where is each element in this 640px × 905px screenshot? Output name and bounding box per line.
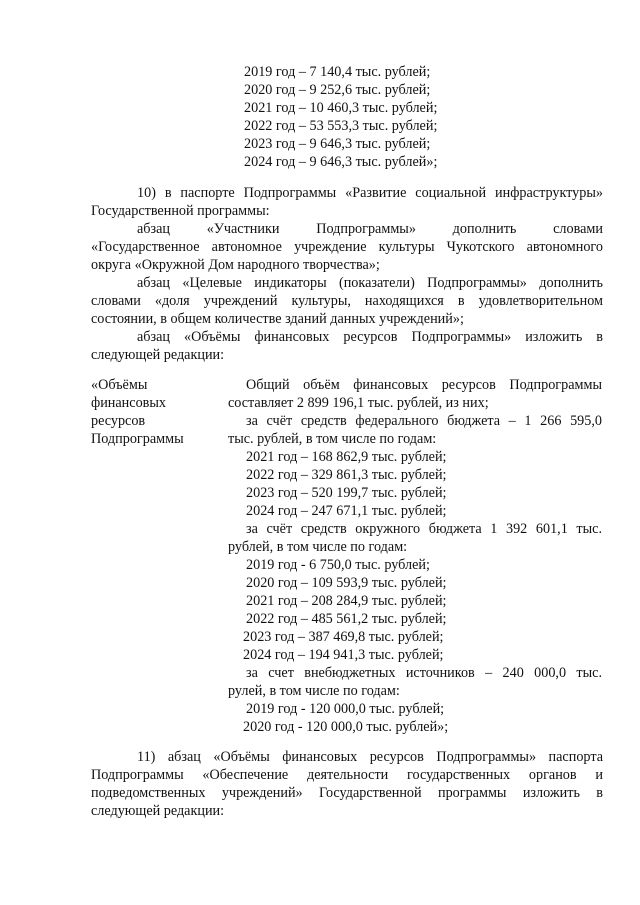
top-list-item: 2024 год – 9 646,3 тыс. рублей»; (244, 154, 438, 170)
table-fed-year: 2022 год – 329 861,3 тыс. рублей; (246, 467, 447, 483)
table-okr-year: 2024 год – 194 941,3 тыс. рублей; (243, 647, 444, 663)
table-left-label: финансовых (91, 395, 166, 411)
item10-abz2-line: состоянии, в общем количестве зданий данных учреждений»; (91, 311, 464, 327)
table-total-line: составляет 2 899 196,1 тыс. рублей, из них; (228, 395, 489, 411)
item11-line: Подпрограммы «Обеспечение деятельности государственных органов и (91, 767, 603, 783)
top-list-item: 2023 год – 9 646,3 тыс. рублей; (244, 136, 431, 152)
item10-abz2-line: абзац «Целевые индикаторы (показатели) Подпрограммы» дополнить (137, 275, 603, 291)
table-okr-year: 2020 год – 109 593,9 тыс. рублей; (246, 575, 447, 591)
table-okr-year: 2022 год – 485 561,2 тыс. рублей; (246, 611, 447, 627)
table-total-line: Общий объём финансовых ресурсов Подпрограммы (246, 377, 602, 393)
top-list-item: 2021 год – 10 460,3 тыс. рублей; (244, 100, 438, 116)
table-vneb-line: за счет внебюджетных источников – 240 000,0 тыс. (246, 665, 602, 681)
item11-line: 11) абзац «Объёмы финансовых ресурсов Подпрограммы» паспорта (137, 749, 603, 765)
top-list-item: 2022 год – 53 553,3 тыс. рублей; (244, 118, 438, 134)
table-vneb-year: 2019 год - 120 000,0 тыс. рублей; (246, 701, 445, 717)
table-okr-year: 2019 год - 6 750,0 тыс. рублей; (246, 557, 430, 573)
item10-abz1-line: «Государственное автономное учреждение культуры Чукотского автономного (91, 239, 603, 255)
top-list-item: 2020 год – 9 252,6 тыс. рублей; (244, 82, 431, 98)
table-okr-line: за счёт средств окружного бюджета 1 392 601,1 тыс. (246, 521, 602, 537)
table-okr-year: 2021 год – 208 284,9 тыс. рублей; (246, 593, 447, 609)
item11-line: подведомственных учреждений» Государственной программы изложить в (91, 785, 603, 801)
table-okr-line: рублей, в том числе по годам: (228, 539, 408, 555)
table-left-label: ресурсов (91, 413, 146, 429)
table-fed-year: 2023 год – 520 199,7 тыс. рублей; (246, 485, 447, 501)
item10-line: 10) в паспорте Подпрограммы «Развитие социальной инфраструктуры» (137, 185, 603, 201)
item11-line: следующей редакции: (91, 803, 225, 819)
item10-abz1-line: абзац «Участники Подпрограммы» дополнить словами (137, 221, 603, 237)
table-vneb-year: 2020 год - 120 000,0 тыс. рублей»; (243, 719, 449, 735)
table-fed-line: за счёт средств федерального бюджета – 1 266 595,0 (246, 413, 602, 429)
table-fed-year: 2024 год – 247 671,1 тыс. рублей; (246, 503, 447, 519)
table-left-label: Подпрограммы (91, 431, 184, 447)
item10-abz3-line: следующей редакции: (91, 347, 225, 363)
top-list-item: 2019 год – 7 140,4 тыс. рублей; (244, 64, 431, 80)
table-okr-year: 2023 год – 387 469,8 тыс. рублей; (243, 629, 444, 645)
table-fed-year: 2021 год – 168 862,9 тыс. рублей; (246, 449, 447, 465)
table-vneb-line: рулей, в том числе по годам: (228, 683, 400, 699)
table-left-label: «Объёмы (91, 377, 148, 393)
table-fed-line: тыс. рублей, в том числе по годам: (228, 431, 437, 447)
item10-abz1-line: округа «Окружной Дом народного творчества»; (91, 257, 380, 273)
item10-abz2-line: словами «доля учреждений культуры, находящихся в удовлетворительном (91, 293, 603, 309)
item10-abz3-line: абзац «Объёмы финансовых ресурсов Подпрограммы» изложить в (137, 329, 603, 345)
item10-line: Государственной программы: (91, 203, 270, 219)
